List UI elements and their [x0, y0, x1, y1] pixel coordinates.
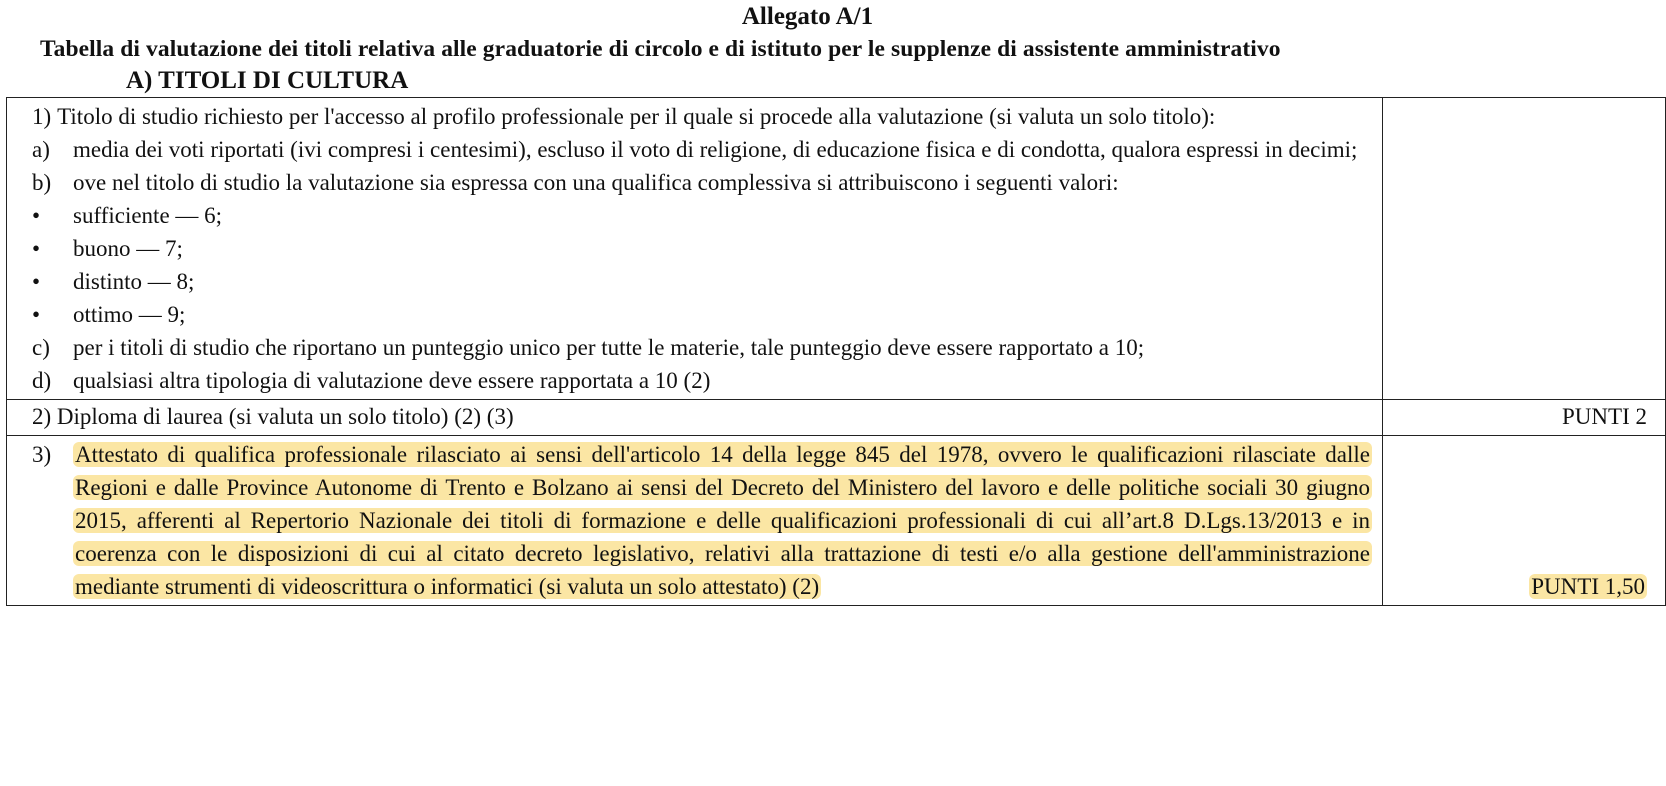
row1-intro-text: Titolo di studio richiesto per l'accesso al profilo professionale per il quale si procede alla valutazione (si valuta un solo titolo): — [57, 104, 1216, 129]
list-item — [32, 331, 1372, 364]
row3-number: 3) — [32, 442, 52, 467]
bullet-text: distinto — 8; — [73, 269, 195, 294]
list-marker: a) — [32, 137, 50, 162]
list-marker: b) — [32, 170, 52, 195]
list-marker: d) — [32, 368, 52, 393]
list-item — [32, 166, 1372, 199]
row3-text — [73, 438, 1372, 603]
bullet-marker: • — [32, 236, 41, 261]
bullet-item — [32, 298, 1372, 331]
row1-number: 1) — [32, 104, 52, 129]
list-item — [32, 364, 1372, 397]
evaluation-table — [6, 97, 1666, 606]
table-row — [7, 436, 1666, 606]
bullet-text: ottimo — 9; — [73, 302, 186, 327]
bullet-item — [32, 199, 1372, 232]
row2-description — [7, 400, 1383, 436]
row2-points — [1383, 400, 1666, 436]
bullet-marker: • — [32, 203, 41, 228]
row3-points — [1383, 436, 1666, 606]
list-item — [32, 133, 1372, 166]
bullet-marker: • — [32, 269, 41, 294]
row3-points-value: PUNTI 1,50 — [1531, 574, 1645, 599]
row1-points — [1383, 98, 1666, 400]
bullet-text: sufficiente — 6; — [73, 203, 223, 228]
table-row — [7, 400, 1666, 436]
list-text: per i titoli di studio che riportano un punteggio unico per tutte le materie, tale punteggio deve essere rapportato a 10; — [73, 335, 1145, 360]
row2-text: 2) Diploma di laurea (si valuta un solo titolo) (2) (3) — [32, 404, 514, 429]
highlighted-text: Attestato di qualifica professionale rilasciato ai sensi dell'articolo 14 della legge 845 del 1978, ovvero le qualificazioni rilasciate dalle Regioni e dalle Province Autonome di Trento e Bolzano ai sensi del Decreto del Ministero del lavoro e delle politiche sociali 30 giugno 2015, afferenti al Repertorio Nazionale dei titoli di formazione e delle qualificazioni professionali di cui all’art.8 D.Lgs.13/2013 e in coerenza con le disposizioni di cui al citato decreto legislativo, relativi alla trattazione di testi e/o alla gestione dell'amministrazione mediante strumenti di videoscrittura o informatici (si valuta un solo attestato) (2) — [75, 442, 1370, 599]
list-text: qualsiasi altra tipologia di valutazione deve essere rapportata a 10 (2) — [73, 368, 711, 393]
row1-intro — [32, 100, 1372, 133]
row3-description — [7, 436, 1383, 606]
bullet-item — [32, 265, 1372, 298]
table-title: Tabella di valutazione dei titoli relativa alle graduatorie di circolo e di istituto per le supplenze di assistente amministrativo — [40, 36, 1281, 62]
table-row — [7, 98, 1666, 400]
bullet-marker: • — [32, 302, 41, 327]
allegato-title: Allegato A/1 — [741, 3, 874, 30]
list-text: ove nel titolo di studio la valutazione sia espressa con una qualifica complessiva si attribuiscono i seguenti valori: — [73, 170, 1119, 195]
row3-item — [32, 438, 1372, 603]
list-text: media dei voti riportati (ivi compresi i centesimi), escluso il voto di religione, di educazione fisica e di condotta, qualora espressi in decimi; — [73, 137, 1358, 162]
bullet-item — [32, 232, 1372, 265]
list-marker: c) — [32, 335, 50, 360]
bullet-text: buono — 7; — [73, 236, 183, 261]
row2-points-value: PUNTI 2 — [1562, 404, 1647, 429]
row1-description — [7, 98, 1383, 400]
section-heading: A) TITOLI DI CULTURA — [126, 67, 409, 94]
